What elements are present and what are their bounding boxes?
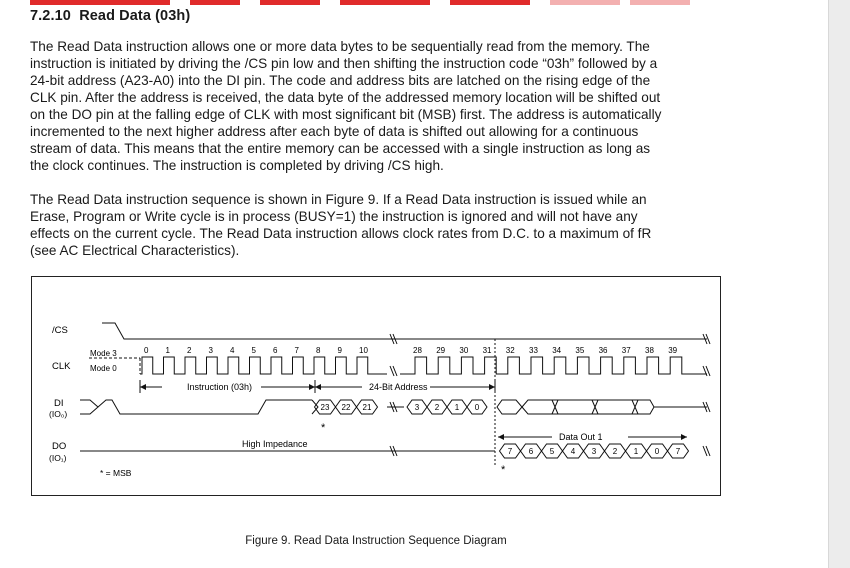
address-bit: 21 <box>362 403 372 413</box>
clock-number: 38 <box>645 346 654 355</box>
clock-number: 10 <box>359 346 368 355</box>
p2-line: The Read Data instruction sequence is shown in Figure 9. If a Read Data instruction is issued while an <box>30 192 647 207</box>
di-sub-label: (IO₀) <box>49 409 68 419</box>
section-heading <box>30 8 190 24</box>
clock-number: 7 <box>294 346 299 355</box>
timing-diagram <box>31 276 721 496</box>
clock-number: 2 <box>187 346 192 355</box>
p2-line: effects on the current cycle. The Read Data instruction allows clock rates from D.C. to a maximum of fR <box>30 226 652 241</box>
p1-line: incremented to the next higher address after each byte of data is shifted out allowing for a continuous <box>30 124 639 139</box>
address-bit: 22 <box>341 403 351 413</box>
msb-star-di: * <box>321 422 326 434</box>
clock-number: 33 <box>529 346 538 355</box>
msb-star-do: * <box>501 464 506 476</box>
address-bit: 1 <box>454 403 460 413</box>
clock-number: 37 <box>621 346 631 355</box>
paragraph-2 <box>30 191 722 259</box>
page-margin <box>828 0 850 568</box>
clock-number: 0 <box>144 346 149 355</box>
section-title: Read Data (03h) <box>79 8 191 24</box>
p2-line: Erase, Program or Write cycle is in process (BUSY=1) the instruction is ignored and will not have any <box>30 209 638 224</box>
data-bit: 6 <box>528 447 534 457</box>
di-label: DI <box>54 398 64 409</box>
cs-label: /CS <box>52 325 68 336</box>
section-number: 7.2.10 <box>30 8 71 24</box>
p1-line: instruction is initiated by driving the /CS pin low and then shifting the instruction code “03h” followed by a <box>30 56 658 71</box>
data-bit: 3 <box>591 447 597 457</box>
clock-number: 1 <box>165 346 170 355</box>
data-bit: 7 <box>507 447 513 457</box>
clock-number: 5 <box>251 346 256 355</box>
data-bit: 2 <box>612 447 618 457</box>
p1-line: stream of data. This means that the entire memory can be accessed with a single instruction as long as <box>30 141 651 156</box>
clock-number: 4 <box>230 346 235 355</box>
mode3-label: Mode 3 <box>90 349 117 358</box>
clock-number: 29 <box>436 346 446 355</box>
p1-line: on the DO pin at the falling edge of CLK with most significant bit (MSB) first. The address is automatically <box>30 107 662 122</box>
figure-caption: Figure 9. Read Data Instruction Sequence Diagram <box>245 535 507 547</box>
data-out-label: Data Out 1 <box>559 432 603 442</box>
clock-number: 30 <box>459 346 469 355</box>
address-bit: 2 <box>434 403 440 413</box>
address-label: 24-Bit Address <box>369 382 428 392</box>
clock-number: 34 <box>552 346 562 355</box>
clk-waveform-right <box>400 357 707 374</box>
address-bit: 3 <box>414 403 420 413</box>
clock-number: 28 <box>413 346 422 355</box>
clock-number: 3 <box>208 346 213 355</box>
paragraph-1 <box>30 38 722 174</box>
clock-number: 6 <box>273 346 278 355</box>
header-banner <box>30 0 690 5</box>
clock-number: 9 <box>337 346 342 355</box>
address-bit: 23 <box>320 403 330 413</box>
msb-note: * = MSB <box>100 468 132 478</box>
clock-numbers <box>144 346 678 355</box>
clk-waveform-left <box>140 357 387 374</box>
data-bit: 5 <box>549 447 555 457</box>
di-x1 <box>497 400 522 414</box>
clock-number: 39 <box>668 346 678 355</box>
clock-number: 32 <box>505 346 515 355</box>
p2-line: (see AC Electrical Characteristics). <box>30 243 240 258</box>
di-idle <box>80 400 98 414</box>
data-bit: 4 <box>570 447 576 457</box>
instruction-label: Instruction (03h) <box>187 382 253 392</box>
p1-line: 24-bit address (A23-A0) into the DI pin. The code and address bits are latched on the rising edge of the <box>30 73 651 88</box>
p1-line: the clock continues. The instruction is completed by driving /CS high. <box>30 158 444 173</box>
do-sub-label: (IO₁) <box>49 453 67 463</box>
bit-bubbles <box>315 400 689 458</box>
di-instruction <box>98 400 312 414</box>
timing-diagram-svg <box>32 277 722 497</box>
cs-waveform <box>102 323 707 339</box>
p1-line: The Read Data instruction allows one or more data bytes to be sequentially read from the memory. The <box>30 39 650 54</box>
data-bit: 7 <box>675 447 681 457</box>
p1-line: CLK pin. After the address is received, the data byte of the addressed memory location will be shifted out <box>30 90 661 105</box>
data-bit: 0 <box>654 447 660 457</box>
di-dontcare <box>522 400 654 414</box>
address-bit: 0 <box>474 403 480 413</box>
clock-number: 35 <box>575 346 585 355</box>
data-bit: 1 <box>633 447 639 457</box>
clock-number: 36 <box>598 346 608 355</box>
clock-number: 31 <box>482 346 492 355</box>
do-label: DO <box>52 441 67 452</box>
clk-label: CLK <box>52 361 71 372</box>
high-impedance-label: High Impedance <box>242 439 308 449</box>
mode0-label: Mode 0 <box>90 364 117 373</box>
clock-number: 8 <box>316 346 321 355</box>
